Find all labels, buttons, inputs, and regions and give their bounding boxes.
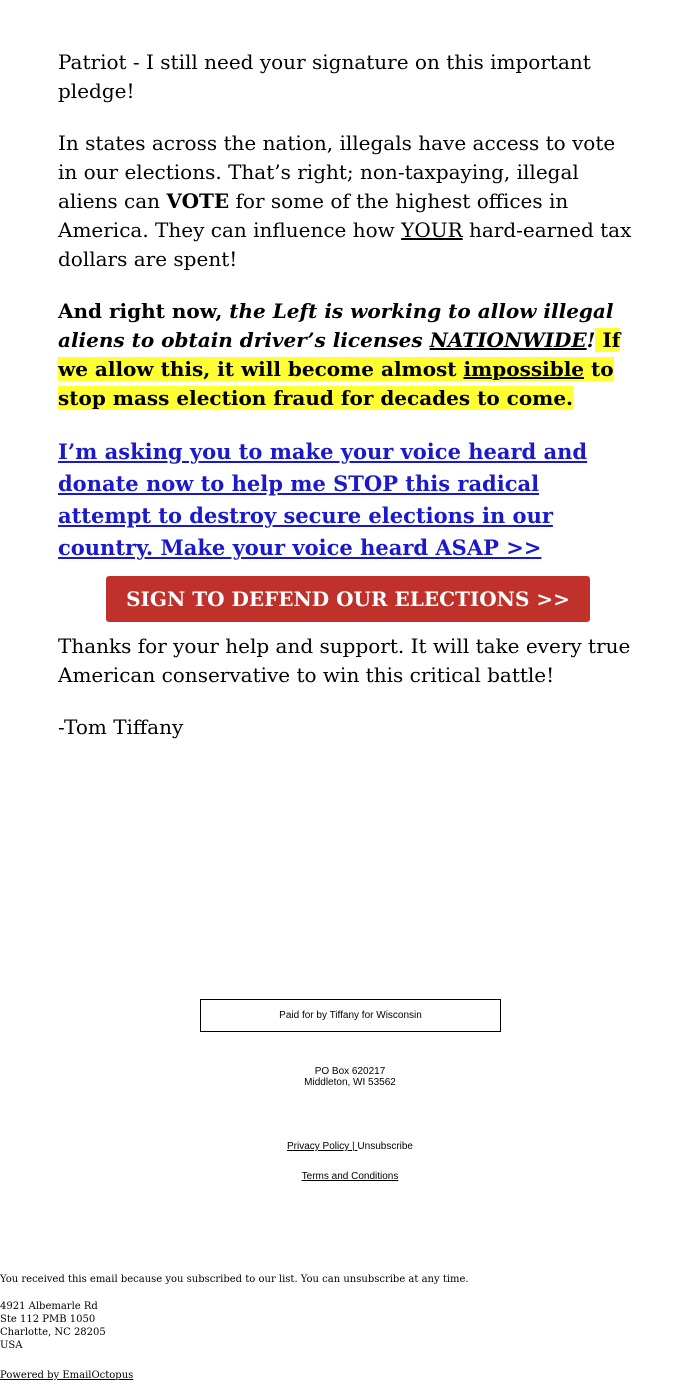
city-line: Middleton, WI 53562	[304, 1077, 396, 1088]
your-emphasis: YOUR	[401, 218, 463, 242]
voting-text-e: hard-earned tax dollars are spent!	[58, 218, 632, 271]
policy-links	[0, 1141, 700, 1153]
licenses-text-d: !	[586, 328, 596, 352]
po-address	[0, 1066, 700, 1088]
thanks-text: Thanks for your help and support. It will take every true American conservative to win this critical battle!	[58, 634, 631, 687]
privacy-policy-link[interactable]: Privacy Policy	[287, 1141, 350, 1152]
paid-for-text: Paid for by Tiffany for Wisconsin	[279, 1010, 422, 1021]
terms-link[interactable]: Terms and Conditions	[301, 1171, 399, 1182]
paid-for-disclaimer	[200, 999, 501, 1032]
licenses-paragraph	[58, 297, 638, 413]
subscription-notice: You received this email because you subscribed to our list. You can unsubscribe at any time.	[0, 1274, 469, 1285]
powered-by	[0, 1369, 700, 1382]
thanks-paragraph	[58, 632, 638, 690]
voting-text-c: for some of the highest offices in America. They can influence how	[58, 189, 569, 242]
voting-text-a: In states across the nation, illegals have access to vote in our elections. That’s right; non-taxpaying, illegal aliens can	[58, 131, 616, 213]
signature-text: -Tom Tiffany	[58, 715, 184, 739]
warning-text-e: If we allow this, it will become almost	[58, 328, 621, 381]
address-line-2: Ste 112 PMB 1050	[0, 1314, 96, 1325]
address-line-3: Charlotte, NC 28205	[0, 1327, 106, 1338]
unsubscribe-link[interactable]: Unsubscribe	[357, 1141, 413, 1152]
licenses-text-b: the Left is working to allow illegal aliens to obtain driver’s licenses	[58, 299, 614, 352]
impossible-emphasis: impossible	[463, 357, 585, 381]
nationwide-emphasis: NATIONWIDE	[429, 328, 587, 352]
licenses-text-a: And right now,	[58, 299, 230, 323]
warning-text-g: to stop mass election fraud for decades to come.	[58, 357, 614, 410]
greeting-paragraph	[58, 48, 638, 106]
sign-pledge-button[interactable]: SIGN TO DEFEND OUR ELECTIONS >>	[106, 576, 590, 622]
terms-links	[0, 1171, 700, 1183]
cta-wrapper	[58, 576, 638, 622]
letter-body	[58, 48, 638, 765]
address-line-1: 4921 Albemarle Rd	[0, 1301, 98, 1312]
sender-address	[0, 1300, 700, 1352]
powered-by-link[interactable]: Powered by EmailOctopus	[0, 1370, 134, 1381]
voting-paragraph	[58, 129, 638, 274]
link-separator: |	[349, 1141, 358, 1152]
greeting-text: Patriot - I still need your signature on this important pledge!	[58, 50, 591, 103]
vote-emphasis: VOTE	[166, 189, 230, 213]
signature	[58, 713, 638, 742]
po-box-line: PO Box 620217	[314, 1066, 386, 1077]
donate-link[interactable]: I’m asking you to make your voice heard and donate now to help me STOP this radical attempt to destroy secure elections in our country. Make your voice heard ASAP >>	[58, 439, 588, 560]
address-line-4: USA	[0, 1340, 23, 1351]
